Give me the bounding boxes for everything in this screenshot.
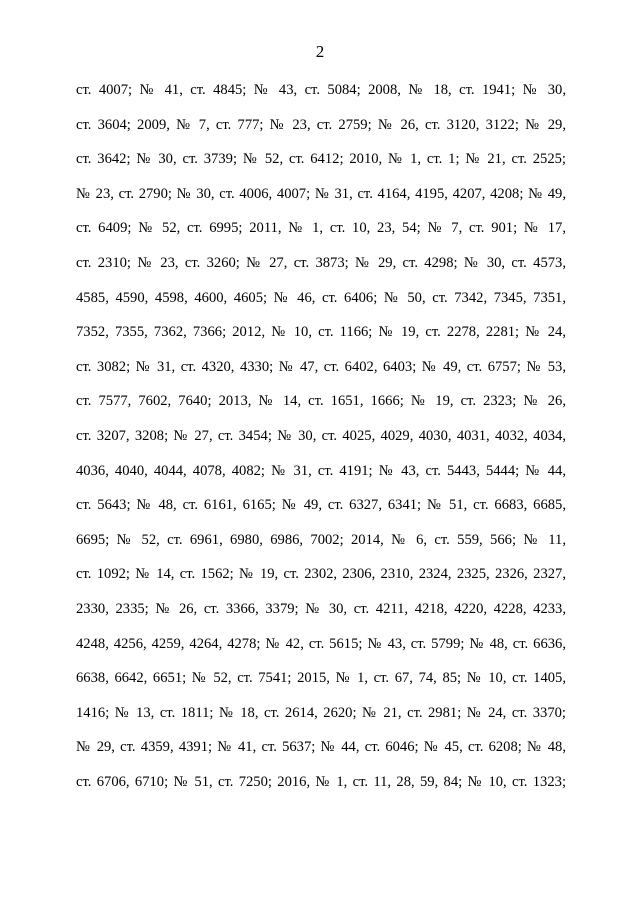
body-text: [76, 78, 566, 804]
text-line: ст. 3082; № 31, ст. 4320, 4330; № 47, ст. 6402, 6403; № 49, ст. 6757; № 53,: [76, 358, 566, 375]
text-line: 2330, 2335; № 26, ст. 3366, 3379; № 30, ст. 4211, 4218, 4220, 4228, 4233,: [76, 600, 566, 617]
text-line: ст. 3604; 2009, № 7, ст. 777; № 23, ст. 2759; № 26, ст. 3120, 3122; № 29,: [76, 116, 566, 133]
text-line: ст. 4007; № 41, ст. 4845; № 43, ст. 5084; 2008, № 18, ст. 1941; № 30,: [76, 82, 566, 98]
text-line: 7352, 7355, 7362, 7366; 2012, № 10, ст. 1166; № 19, ст. 2278, 2281; № 24,: [76, 324, 566, 341]
text-line: 4036, 4040, 4044, 4078, 4082; № 31, ст. 4191; № 43, ст. 5443, 5444; № 44,: [76, 462, 566, 479]
text-line: ст. 2310; № 23, ст. 3260; № 27, ст. 3873; № 29, ст. 4298; № 30, ст. 4573,: [76, 254, 566, 271]
text-line: № 23, ст. 2790; № 30, ст. 4006, 4007; № 31, ст. 4164, 4195, 4207, 4208; № 49,: [76, 185, 566, 202]
text-line: 4248, 4256, 4259, 4264, 4278; № 42, ст. 5615; № 43, ст. 5799; № 48, ст. 6636,: [76, 635, 566, 652]
text-line: 4585, 4590, 4598, 4600, 4605; № 46, ст. 6406; № 50, ст. 7342, 7345, 7351,: [76, 289, 566, 306]
text-line: ст. 7577, 7602, 7640; 2013, № 14, ст. 1651, 1666; № 19, ст. 2323; № 26,: [76, 393, 566, 410]
text-line: ст. 3642; № 30, ст. 3739; № 52, ст. 6412; 2010, № 1, ст. 1; № 21, ст. 2525;: [76, 151, 566, 168]
text-line: 6638, 6642, 6651; № 52, ст. 7541; 2015, № 1, ст. 67, 74, 85; № 10, ст. 1405,: [76, 670, 566, 687]
text-line: ст. 3207, 3208; № 27, ст. 3454; № 30, ст. 4025, 4029, 4030, 4031, 4032, 4034,: [76, 427, 566, 444]
text-line: ст. 6706, 6710; № 51, ст. 7250; 2016, № 1, ст. 11, 28, 59, 84; № 10, ст. 1323;: [76, 773, 566, 790]
page-number: 2: [315, 42, 325, 61]
text-line: ст. 1092; № 14, ст. 1562; № 19, ст. 2302, 2306, 2310, 2324, 2325, 2326, 2327,: [76, 566, 566, 583]
text-line: ст. 6409; № 52, ст. 6995; 2011, № 1, ст. 10, 23, 54; № 7, ст. 901; № 17,: [76, 220, 566, 237]
text-line: 1416; № 13, ст. 1811; № 18, ст. 2614, 2620; № 21, ст. 2981; № 24, ст. 3370;: [76, 704, 566, 721]
text-line: 6695; № 52, ст. 6961, 6980, 6986, 7002; 2014, № 6, ст. 559, 566; № 11,: [76, 531, 566, 548]
text-line: № 29, ст. 4359, 4391; № 41, ст. 5637; № 44, ст. 6046; № 45, ст. 6208; № 48,: [76, 739, 566, 756]
text-line: ст. 5643; № 48, ст. 6161, 6165; № 49, ст. 6327, 6341; № 51, ст. 6683, 6685,: [76, 497, 566, 514]
